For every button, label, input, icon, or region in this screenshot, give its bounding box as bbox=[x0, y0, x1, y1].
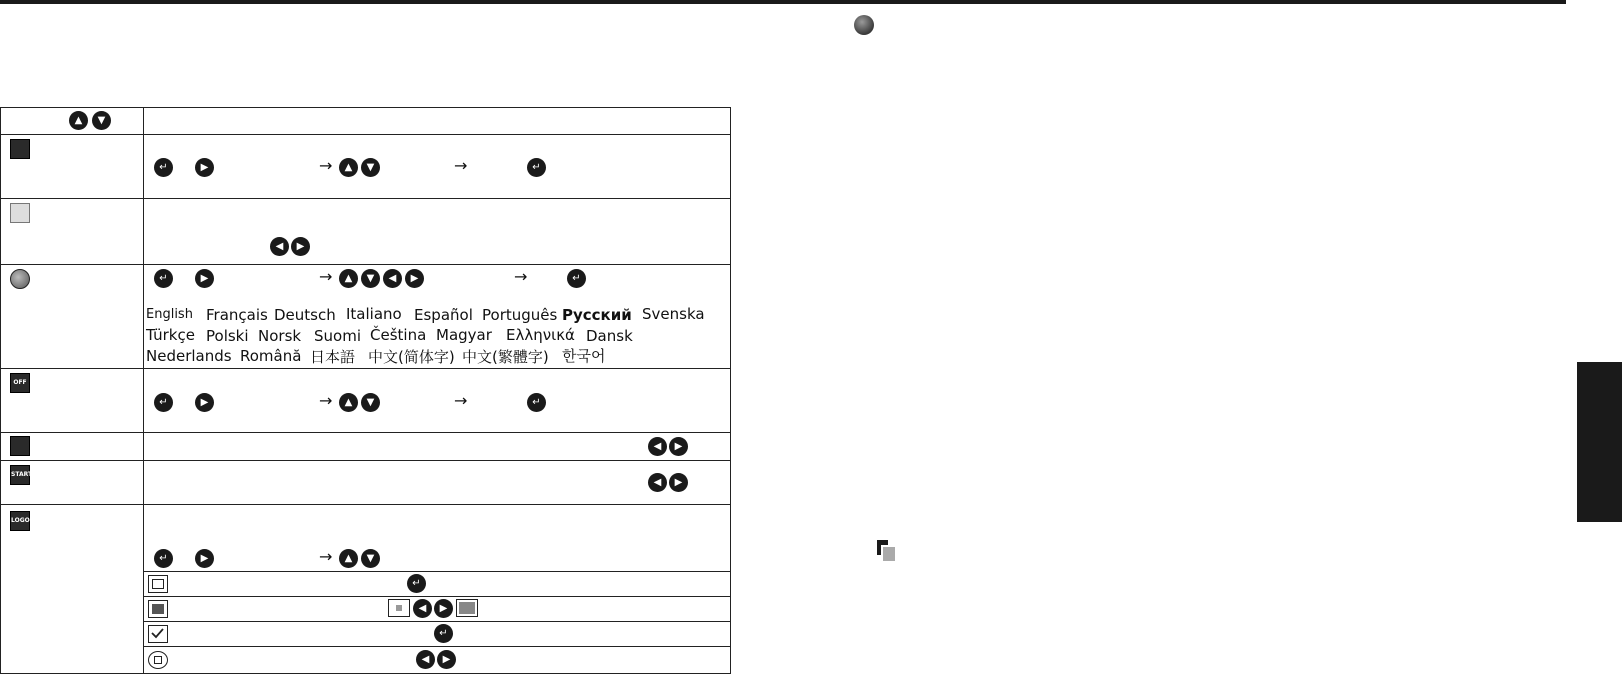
enter-button-icon: ↵ bbox=[407, 574, 426, 593]
item-cell bbox=[1, 135, 144, 199]
logo-subrow-cell bbox=[144, 647, 731, 674]
right-button-icon: ▶ bbox=[195, 393, 214, 412]
language-hungarian: Magyar bbox=[436, 326, 492, 344]
item-cell bbox=[1, 461, 144, 505]
up-button-icon: ▲ bbox=[339, 269, 358, 288]
enter-button-icon: ↵ bbox=[567, 269, 586, 288]
enter-button-icon: ↵ bbox=[434, 624, 453, 643]
logo-icon: LOGO bbox=[10, 511, 30, 531]
description-cell bbox=[144, 505, 731, 572]
start-up-icon: START bbox=[10, 465, 30, 485]
small-size-icon bbox=[388, 599, 410, 617]
right-button-icon: ▶ bbox=[669, 437, 688, 456]
table-header-row bbox=[1, 108, 731, 135]
right-button-icon: ▶ bbox=[195, 158, 214, 177]
description-cell bbox=[144, 461, 731, 505]
language-globe-icon bbox=[10, 269, 30, 289]
language-polish: Polski bbox=[206, 327, 249, 345]
down-button-icon: ▼ bbox=[361, 549, 380, 568]
description-cell bbox=[144, 369, 731, 433]
logo-size-icon bbox=[148, 600, 168, 618]
logo-lock-icon bbox=[148, 651, 168, 669]
language-chinese-traditional: 中文(繁體字) bbox=[462, 348, 549, 366]
logo-display-icon bbox=[148, 575, 168, 593]
enter-button-icon: ↵ bbox=[154, 158, 173, 177]
table-row bbox=[1, 135, 731, 199]
table-row bbox=[1, 369, 731, 433]
header-select-cell bbox=[1, 108, 144, 135]
table-row bbox=[1, 265, 731, 369]
left-button-icon: ◀ bbox=[416, 650, 435, 669]
table-row bbox=[1, 433, 731, 461]
arrow-icon: → bbox=[319, 391, 333, 410]
chapter-side-tab bbox=[1577, 362, 1622, 522]
item-cell bbox=[1, 199, 144, 265]
language-turkish: Türkçe bbox=[146, 326, 195, 344]
language-danish: Dansk bbox=[586, 327, 633, 345]
logo-subrow-cell bbox=[144, 622, 731, 647]
logo-subrow-cell bbox=[144, 597, 731, 622]
language-chinese-simplified: 中文(简体字) bbox=[368, 348, 455, 366]
logo-subrow-cell bbox=[144, 572, 731, 597]
item-cell bbox=[1, 265, 144, 369]
language-korean: 한국어 bbox=[562, 347, 606, 365]
keystone-icon bbox=[10, 203, 30, 223]
down-button-icon: ▼ bbox=[92, 111, 111, 130]
language-finnish: Suomi bbox=[314, 327, 361, 345]
arrow-icon: → bbox=[454, 391, 468, 410]
screen-position-icon bbox=[10, 139, 30, 159]
arrow-icon: → bbox=[454, 156, 468, 175]
language-norwegian: Norsk bbox=[258, 327, 302, 345]
description-cell bbox=[144, 265, 731, 369]
language-german: Deutsch bbox=[274, 306, 336, 324]
table-row bbox=[1, 505, 731, 572]
description-cell bbox=[144, 135, 731, 199]
arrow-icon: → bbox=[319, 267, 333, 286]
language-russian: Русский bbox=[562, 306, 632, 324]
enter-button-icon: ↵ bbox=[527, 393, 546, 412]
right-button-icon: ▶ bbox=[669, 473, 688, 492]
arrow-icon: → bbox=[319, 547, 333, 566]
right-button-icon: ▶ bbox=[434, 599, 453, 618]
logo-check-icon bbox=[148, 625, 168, 643]
language-spanish: Español bbox=[414, 306, 473, 324]
header-description-cell bbox=[144, 108, 731, 135]
description-cell bbox=[144, 199, 731, 265]
language-french: Français bbox=[206, 306, 268, 324]
language-english: English bbox=[146, 307, 193, 322]
item-cell bbox=[1, 433, 144, 461]
right-button-icon: ▶ bbox=[405, 269, 424, 288]
language-greek: Ελληνικά bbox=[506, 326, 575, 344]
description-cell bbox=[144, 433, 731, 461]
image-capture-icon bbox=[10, 436, 30, 456]
menu-settings-table bbox=[0, 107, 731, 674]
up-button-icon: ▲ bbox=[339, 158, 358, 177]
left-button-icon: ◀ bbox=[413, 599, 432, 618]
down-button-icon: ▼ bbox=[361, 158, 380, 177]
up-button-icon: ▲ bbox=[69, 111, 88, 130]
off-timer-icon: OFF bbox=[10, 373, 30, 393]
table-row bbox=[1, 461, 731, 505]
enter-button-icon: ↵ bbox=[154, 549, 173, 568]
language-dutch: Nederlands bbox=[146, 347, 232, 365]
arrow-icon: → bbox=[514, 267, 528, 286]
language-swedish: Svenska bbox=[642, 305, 705, 323]
left-button-icon: ◀ bbox=[270, 237, 289, 256]
enter-button-icon: ↵ bbox=[154, 269, 173, 288]
up-button-icon: ▲ bbox=[339, 393, 358, 412]
enter-button-icon: ↵ bbox=[527, 158, 546, 177]
item-cell bbox=[1, 505, 144, 674]
down-button-icon: ▼ bbox=[361, 393, 380, 412]
language-czech: Čeština bbox=[370, 326, 427, 344]
table-row bbox=[1, 199, 731, 265]
note-icon bbox=[877, 540, 895, 560]
section-bullet-icon bbox=[854, 15, 874, 35]
right-button-icon: ▶ bbox=[195, 549, 214, 568]
down-button-icon: ▼ bbox=[361, 269, 380, 288]
large-size-icon bbox=[456, 599, 478, 617]
up-button-icon: ▲ bbox=[339, 549, 358, 568]
language-italian: Italiano bbox=[346, 305, 402, 323]
left-button-icon: ◀ bbox=[383, 269, 402, 288]
right-button-icon: ▶ bbox=[437, 650, 456, 669]
right-button-icon: ▶ bbox=[195, 269, 214, 288]
arrow-icon: → bbox=[319, 156, 333, 175]
enter-button-icon: ↵ bbox=[154, 393, 173, 412]
top-rule bbox=[0, 0, 1566, 4]
language-romanian: Română bbox=[240, 347, 302, 365]
language-japanese: 日本語 bbox=[310, 348, 356, 366]
right-button-icon: ▶ bbox=[291, 237, 310, 256]
left-button-icon: ◀ bbox=[648, 473, 667, 492]
left-button-icon: ◀ bbox=[648, 437, 667, 456]
language-portuguese: Português bbox=[482, 306, 558, 324]
item-cell bbox=[1, 369, 144, 433]
